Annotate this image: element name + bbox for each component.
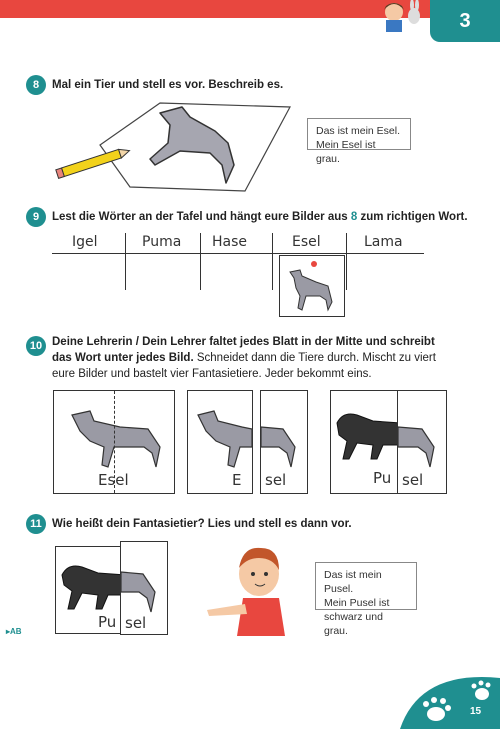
bubble-line: schwarz und grau. — [324, 611, 383, 637]
donkey-drawing-back — [398, 397, 446, 469]
exercise-8-badge: 8 — [26, 75, 46, 95]
page-number: 15 — [470, 706, 482, 717]
pinned-donkey-card — [279, 255, 345, 317]
board-word: Hase — [212, 234, 248, 250]
bubble-line: Das ist mein Pusel. — [324, 569, 382, 595]
card-word: Esel — [98, 471, 129, 489]
board-divider — [125, 233, 126, 290]
board-word: Esel — [292, 234, 321, 250]
bubble-line: Mein Pusel ist — [324, 597, 390, 609]
board-word: Puma — [142, 234, 182, 250]
cut-card-panther — [330, 390, 400, 494]
panther-drawing-front — [58, 555, 126, 615]
speech-bubble-ex8 — [307, 118, 411, 165]
folded-card-esel — [53, 390, 175, 494]
cut-card-left — [187, 390, 253, 494]
card-word: sel — [125, 614, 147, 632]
board-line — [52, 253, 424, 254]
exercise-9-badge: 9 — [26, 207, 46, 227]
card-word: Pu — [373, 469, 392, 487]
board-divider — [272, 233, 273, 290]
cut-card-right — [260, 390, 308, 494]
exercise-10-badge: 10 — [26, 336, 46, 356]
girl-bunny-illustration — [372, 0, 430, 32]
exercise-11-instruction: Wie heißt dein Fantasietier? Lies und stell es dann vor. — [52, 518, 352, 530]
speech-bubble-ex11 — [315, 562, 417, 637]
board-word: Lama — [364, 234, 403, 250]
panther-drawing-front — [333, 401, 401, 471]
bubble-line: Mein Esel ist grau. — [316, 139, 376, 165]
instruction-line: Deine Lehrerin / Dein Lehrer faltet jedes Blatt in der Mitte und schreibt — [52, 336, 435, 348]
card-word: sel — [402, 471, 424, 489]
donkey-drawing-back — [121, 552, 167, 616]
pencil-icon — [56, 146, 131, 178]
bubble-line: Das ist mein Esel. — [316, 125, 401, 137]
pusel-card-left — [55, 546, 125, 634]
donkey-drawing — [60, 397, 170, 469]
board-divider — [346, 233, 347, 290]
exercise-8-instruction: Mal ein Tier und stell es vor. Beschreib es. — [52, 79, 284, 91]
exercise-11-badge: 11 — [26, 514, 46, 534]
instruction-line: das Wort unter jedes Bild. Schneidet dann die Tiere durch. Mischt zu viert — [52, 352, 436, 364]
card-word: Pu — [98, 613, 117, 631]
card-word: sel — [265, 471, 287, 489]
instruction-line: eure Bilder und bastelt vier Fantasietiere. Jeder bekommt eins. — [52, 368, 372, 380]
ab-reference: ▸AB — [6, 627, 22, 636]
donkey-drawing-front — [192, 397, 252, 469]
pusel-card-right — [120, 541, 168, 635]
board-word: Igel — [72, 234, 98, 250]
board-divider — [200, 233, 201, 290]
donkey-drawing — [280, 256, 343, 315]
cut-card-donkey-back — [397, 390, 447, 494]
boy-pointing-illustration — [203, 540, 293, 636]
chapter-number: 3 — [430, 0, 500, 42]
donkey-drawing-back — [261, 397, 307, 469]
paw-corner-decoration — [390, 670, 500, 729]
drawing-sheet-illustration — [50, 95, 300, 195]
donkey-drawing — [150, 107, 234, 183]
exercise-10-instruction — [52, 334, 472, 382]
card-word: E — [232, 471, 242, 489]
exercise-9-instruction: Lest die Wörter an der Tafel und hängt eure Bilder aus 8 zum richtigen Wort. — [52, 211, 468, 223]
